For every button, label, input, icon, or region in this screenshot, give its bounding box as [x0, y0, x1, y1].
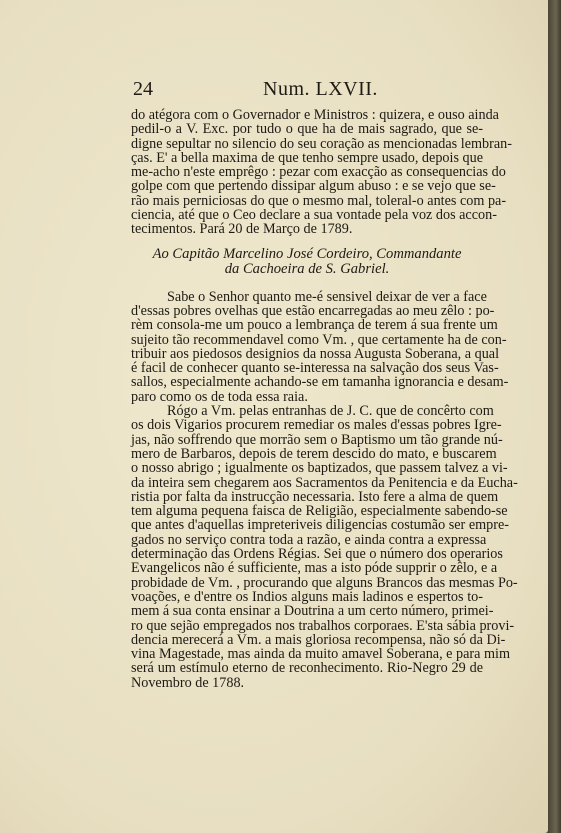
text-line: determinação das Ordens Régias. Sei que o número dos operarios [131, 546, 503, 563]
text-line: tribuir aos piedosos designios da nossa Augusta Soberana, a qual [131, 345, 500, 362]
text-line: Novembro de 1788. [131, 674, 245, 691]
text-line: d'essas pobres ovelhas que estão encarregadas ao meu zêlo : po- [131, 302, 495, 319]
letter-heading [131, 247, 483, 278]
paragraph-sabe [131, 288, 509, 405]
text-line: os dois Vigarios procurem remediar os males d'essas pobres Igre- [131, 417, 502, 434]
text-line: dencia merecerá a Vm. a mais gloriosa recompensa, não só da Di- [131, 631, 506, 648]
heading-line: da Cachoeira de S. Gabriel. [224, 261, 390, 278]
text-line: Rógo a Vm. pelas entranhas de J. C. que de concêrto com [167, 403, 494, 420]
book-edge-shadow [548, 0, 561, 833]
text-line: o nosso abrigo ; igualmente os baptizados, que passem talvez a vi- [131, 460, 508, 477]
text-line: tem alguma pequena faisca de Religião, especialmente sabendo-se [131, 503, 508, 520]
text-line: pedil-o a V. Exc. por tudo o que ha de mais sagrado, que se- [131, 121, 483, 138]
text-line: ristia por falta da instrucção necessaria. Isto fere a alma de quem [131, 488, 499, 505]
text-line: gados no serviço contra toda a razão, e ainda contra a expressa [131, 531, 487, 548]
text-line: Evangelicos não é sufficiente, mas a isto póde supprir o zêlo, e a [131, 560, 498, 577]
text-line: ciencia, até que o Ceo declare a sua vontade pela voz dos accon- [131, 207, 497, 224]
text-line: ro que sejão empregados nos trabalhos corporaes. E'sta sábia provi- [131, 617, 515, 634]
text-line: rèm consola-me um pouco a lembrança de terem á sua frente um [131, 317, 498, 334]
text-line: do atégora com o Governador e Ministros : quizera, e ouso ainda [131, 107, 499, 123]
paragraph-letter-ending [131, 107, 512, 238]
text-line: rão mais perniciosas do que o mesmo mal, toleral-o antes com pa- [131, 192, 507, 209]
text-line: sallos, especialmente achando-se em tamanha ignorancia e desam- [131, 374, 509, 391]
text-line: voações, e d'entre os Indios alguns mais ladinos e espertos to- [131, 588, 483, 605]
text-line: jas, não soffrendo que morrão sem o Baptismo um tão grande nú- [131, 431, 503, 448]
text-line: será um estímulo eterno de reconhecimento. Rio-Negro 29 de [131, 660, 483, 677]
text-line: probidade de Vm. , procurando que alguns Brancos das mesmas Po- [131, 574, 518, 591]
text-line: que antes d'aquellas impreteriveis diligencias costumão ser empre- [131, 517, 509, 534]
heading-line: Ao Capitão Marcelino José Cordeiro, Commandante [152, 245, 462, 262]
text-line: ças. E' a bella maxima de que tenho sempre usado, depois que [131, 149, 484, 166]
text-line: golpe com que pertendo dissipar algum abuso : e se vejo que se- [131, 178, 496, 195]
text-line: da inteira sem chegarem aos Sacramentos da Penitencia e da Eucha- [131, 474, 518, 491]
text-line: mem á sua conta ensinar a Doutrina a um certo número, primei- [131, 603, 494, 620]
text-line: Sabe o Senhor quanto me-é sensivel deixar de ver a face [167, 288, 487, 305]
page-number: 24 [133, 78, 153, 100]
text-line: tecimentos. Pará 20 de Março de 1789. [131, 221, 353, 238]
text-line: é facil de conhecer quanto se-interessa na salvação dos seus Vas- [131, 360, 499, 377]
text-line: me-acho n'este emprêgo : pezar com exacção as consequencias do [131, 164, 506, 181]
issue-number: Num. LXVII. [263, 78, 378, 100]
paragraph-rogo [131, 403, 518, 691]
running-header [131, 78, 483, 108]
text-line: paro como os de toda essa raia. [131, 388, 308, 405]
text-line: digne sepultar no silencio do seu coração as mencionadas lembran- [131, 135, 512, 152]
text-line: vina Magestade, mas ainda da muito amavel Soberana, e para mim [131, 646, 510, 663]
page-text-block [131, 78, 518, 691]
text-line: mero de Barbaros, depois de terem descido do mato, e buscarem [131, 445, 497, 462]
text-line: sujeito tão recommendavel como Vm. , que certamente ha de con- [131, 331, 507, 348]
